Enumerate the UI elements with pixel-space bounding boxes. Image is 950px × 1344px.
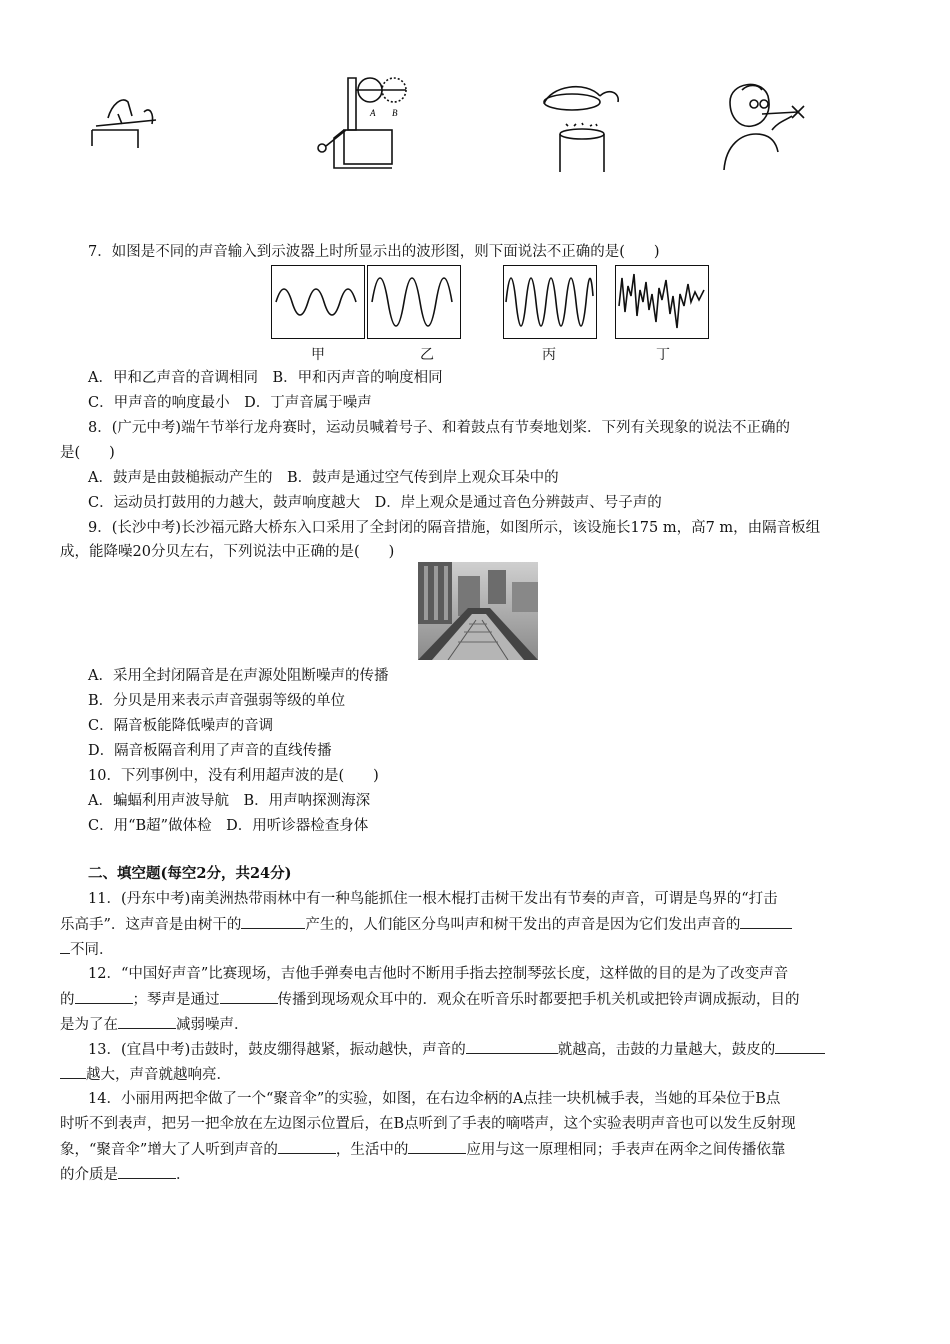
waveform-yi-svg [368, 266, 459, 337]
waveform-label-ding: 丁 [656, 347, 670, 363]
q11-line2 [60, 914, 792, 935]
q14-blank-1[interactable] [278, 1139, 336, 1154]
q12-line2-text-c: 传播到现场观众耳中的．观众在听音乐时都要把手机关机或把铃声调成振动，目的 [277, 992, 800, 1008]
q14-line3-text-a: 象，“聚音伞”增大了人听到声音的 [60, 1142, 278, 1158]
q8-option-ab: A．鼓声是由鼓槌振动产生的 B．鼓声是通过空气传到岸上观众耳朵中的 [88, 470, 559, 486]
q13-blank-2[interactable] [775, 1039, 825, 1054]
q14-line3 [60, 1139, 785, 1160]
q13-blank-2-cont[interactable] [60, 1064, 86, 1079]
q12-blank-2[interactable] [220, 989, 278, 1004]
drum-pot-lid-illustration [530, 78, 626, 174]
q13-line1-text-a: 13．(宜昌中考)击鼓时，鼓皮绷得越紧，振动越快，声音的 [88, 1042, 466, 1058]
q7-option-ab: A．甲和乙声音的音调相同 B．甲和丙声音的响度相同 [88, 370, 443, 386]
q7-stem: 7．如图是不同的声音输入到示波器上时所显示出的波形图，则下面说法不正确的是( ) [88, 244, 660, 260]
q12-line2 [60, 989, 800, 1010]
q13-line2 [60, 1064, 231, 1085]
q12-line3-text-b: 减弱噪声． [176, 1017, 249, 1033]
q14-line4-text-b: ． [176, 1167, 191, 1183]
q11-line3-text: 不同． [70, 942, 114, 958]
waveform-jia-svg [272, 266, 363, 337]
q8-stem-line2: 是( ) [60, 445, 115, 461]
q14-line4 [60, 1164, 191, 1185]
waveform-label-yi: 乙 [420, 347, 434, 363]
q11-line2-text-a: 乐高手”．这声音是由树干的 [60, 917, 242, 933]
q11-blank-1[interactable] [241, 914, 305, 929]
waveform-box-yi [367, 265, 461, 339]
q12-line3 [60, 1014, 249, 1035]
q11-blank-2[interactable] [740, 914, 792, 929]
q14-blank-2[interactable] [408, 1139, 466, 1154]
q14-blank-3[interactable] [118, 1164, 176, 1179]
gear-wheel-apparatus-illustration [310, 68, 418, 170]
q9-stem-line2: 成，能降噪20分贝左右，下列说法中正确的是( ) [60, 544, 395, 560]
q9-option-c: C．隔音板能降低噪声的音调 [88, 718, 274, 734]
gear-label-b: B [392, 108, 398, 118]
q9-option-a: A．采用全封闭隔音是在声源处阻断噪声的传播 [88, 668, 389, 684]
q10-option-cd: C．用“B超”做体检 D．用听诊器检查身体 [88, 818, 369, 834]
waveform-box-jia [271, 265, 365, 339]
q13-line2-text: 越大，声音就越响亮． [86, 1067, 231, 1083]
q13-line1 [88, 1039, 825, 1060]
q7-option-cd: C．甲声音的响度最小 D．丁声音属于噪声 [88, 395, 372, 411]
q9-stem-line1: 9．(长沙中考)长沙福元路大桥东入口采用了全封闭的隔音措施，如图所示，该设施长175 m，高7 m，由隔音板组 [88, 520, 821, 536]
q12-blank-3[interactable] [118, 1014, 176, 1029]
q14-line3-text-c: 应用与这一原理相同；手表声在两伞之间传播依靠 [466, 1142, 786, 1158]
q11-blank-2-cont[interactable] [60, 939, 70, 954]
q12-line1: 12．“中国好声音”比赛现场，吉他手弹奏电吉他时不断用手指去控制琴弦长度，这样做的目的是为了改变声音 [88, 966, 789, 982]
sound-barrier-bridge-photo [418, 562, 538, 660]
ruler-on-table-illustration [88, 90, 160, 152]
section-2-title: 二、填空题(每空2分，共24分) [88, 865, 292, 882]
q11-line1: 11．(丹东中考)南美洲热带雨林中有一种鸟能抓住一根木棍打击树干发出有节奏的声音，可谓是鸟界的“打击 [88, 891, 778, 907]
waveform-label-jia: 甲 [311, 347, 325, 363]
waveform-bing-svg [504, 266, 595, 337]
q12-line3-text-a: 是为了在 [60, 1017, 118, 1033]
q14-line4-text-a: 的介质是 [60, 1167, 118, 1183]
q8-option-cd: C．运动员打鼓用的力越大，鼓声响度越大 D．岸上观众是通过音色分辨鼓声、号子声的 [88, 495, 662, 511]
man-blowing-whistle-illustration [712, 72, 812, 172]
q8-stem-line1: 8．(广元中考)端午节举行龙舟赛时，运动员喊着号子、和着鼓点有节奏地划桨．下列有关现象的说法不正确的 [88, 420, 791, 436]
q14-line3-text-b: ，生活中的 [335, 1142, 409, 1158]
q9-option-d: D．隔音板隔音利用了声音的直线传播 [88, 743, 332, 759]
gear-label-a: A [370, 108, 376, 118]
q11-line2-text-b: 产生的，人们能区分鸟叫声和树干发出的声音是因为它们发出声音的 [305, 917, 741, 933]
q12-line2-text-b: ；琴声是通过 [132, 992, 220, 1008]
q9-option-b: B．分贝是用来表示声音强弱等级的单位 [88, 693, 346, 709]
q12-blank-1[interactable] [75, 989, 133, 1004]
q10-stem: 10．下列事例中，没有利用超声波的是( ) [88, 768, 379, 784]
q14-line1: 14．小丽用两把伞做了一个“聚音伞”的实验，如图，在右边伞柄的A点挂一块机械手表，当她的耳朵位于B点 [88, 1091, 781, 1107]
waveform-label-bing: 丙 [542, 347, 556, 363]
q12-line2-text-a: 的 [60, 992, 75, 1008]
waveform-box-bing [503, 265, 597, 339]
q10-option-ab: A．蝙蝠利用声波导航 B．用声呐探测海深 [88, 793, 371, 809]
q14-line2: 时听不到表声，把另一把伞放在左边图示位置后，在B点听到了手表的嘀嗒声，这个实验表明声音也可以发生反射现 [60, 1116, 796, 1132]
waveform-ding-svg [616, 266, 707, 337]
q11-line3 [60, 939, 114, 960]
q13-line1-text-b: 就越高，击鼓的力量越大，鼓皮的 [557, 1042, 776, 1058]
waveform-box-ding [615, 265, 709, 339]
q13-blank-1[interactable] [466, 1039, 558, 1054]
